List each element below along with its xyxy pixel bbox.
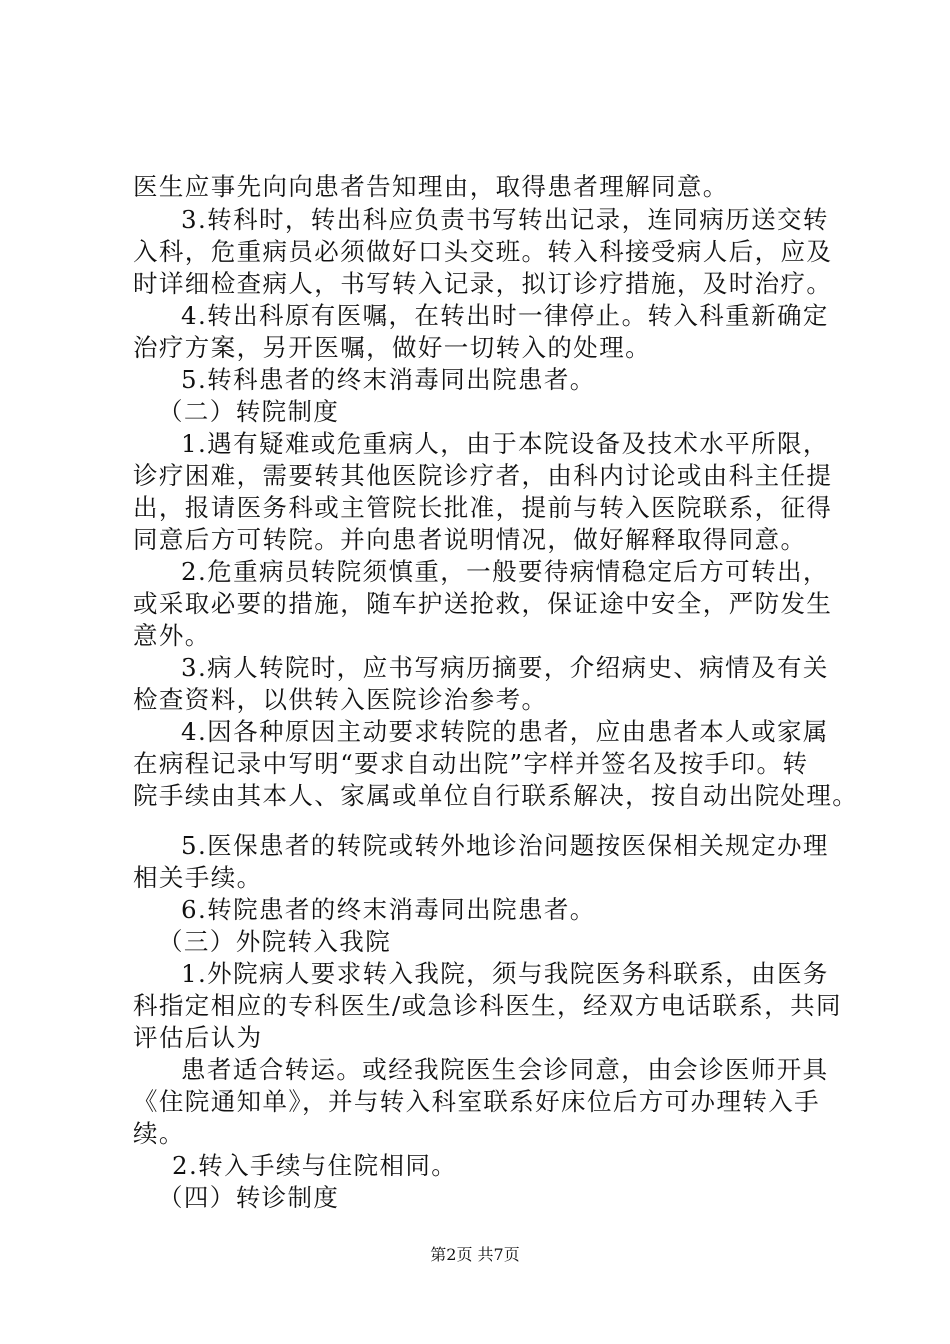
section-heading: （二）转院制度 (158, 397, 340, 426)
text-line: 2.转入手续与住院相同。 (172, 1151, 458, 1180)
text-line: 1.外院病人要求转入我院，须与我院医务科联系，由医务 (181, 959, 829, 988)
text-line: 入科，危重病员必须做好口头交班。转入科接受病人后，应及 (133, 237, 833, 266)
section-heading: （四）转诊制度 (158, 1183, 340, 1212)
text-line: 3.转科时，转出科应负责书写转出记录，连同病历送交转 (181, 205, 829, 234)
text-line: 评估后认为 (133, 1023, 263, 1052)
text-line: 院手续由其本人、家属或单位自行联系解决，按自动出院处理。 (133, 781, 859, 810)
text-line: 或采取必要的措施，随车护送抢救，保证途中安全，严防发生 (133, 589, 833, 618)
text-line: 诊疗困难，需要转其他医院诊疗者，由科内讨论或由科主任提 (133, 461, 833, 490)
text-line: 2.危重病员转院须慎重，一般要待病情稳定后方可转出， (181, 557, 829, 586)
text-line: 5.医保患者的转院或转外地诊治问题按医保相关规定办理 (181, 831, 829, 860)
text-line: 患者适合转运。或经我院医生会诊同意，由会诊医师开具 (181, 1055, 829, 1084)
text-line: 时详细检查病人，书写转入记录，拟订诊疗措施，及时治疗。 (133, 269, 833, 298)
text-line: 医生应事先向向患者告知理由，取得患者理解同意。 (133, 172, 729, 201)
text-line: 4.因各种原因主动要求转院的患者，应由患者本人或家属 (181, 717, 829, 746)
text-line: 治疗方案，另开医嘱，做好一切转入的处理。 (133, 333, 651, 362)
text-line: 检查资料，以供转入医院诊治参考。 (133, 685, 548, 714)
text-line: 意外。 (133, 621, 211, 650)
text-line: 续。 (133, 1119, 185, 1148)
text-line: 在病程记录中写明“要求自动出院”字样并签名及按手印。转 (133, 749, 809, 778)
text-line: 出，报请医务科或主管院长批准，提前与转入医院联系，征得 (133, 493, 833, 522)
text-line: 《住院通知单》，并与转入科室联系好床位后方可办理转入手 (133, 1087, 821, 1116)
text-line: 6.转院患者的终末消毒同出院患者。 (181, 895, 596, 924)
text-line: 相关手续。 (133, 863, 263, 892)
text-line: 4.转出科原有医嘱，在转出时一律停止。转入科重新确定 (181, 301, 829, 330)
text-line: 同意后方可转院。并向患者说明情况，做好解释取得同意。 (133, 525, 807, 554)
text-line: 1.遇有疑难或危重病人，由于本院设备及技术水平所限， (181, 429, 829, 458)
text-line: 5.转科患者的终末消毒同出院患者。 (181, 365, 596, 394)
page-footer: 第2页 共7页 (430, 1245, 520, 1264)
section-heading: （三）外院转入我院 (158, 927, 392, 956)
text-line: 3.病人转院时，应书写病历摘要，介绍病史、病情及有关 (181, 653, 829, 682)
text-line: 科指定相应的专科医生/或急诊科医生，经双方电话联系，共同 (133, 991, 842, 1020)
